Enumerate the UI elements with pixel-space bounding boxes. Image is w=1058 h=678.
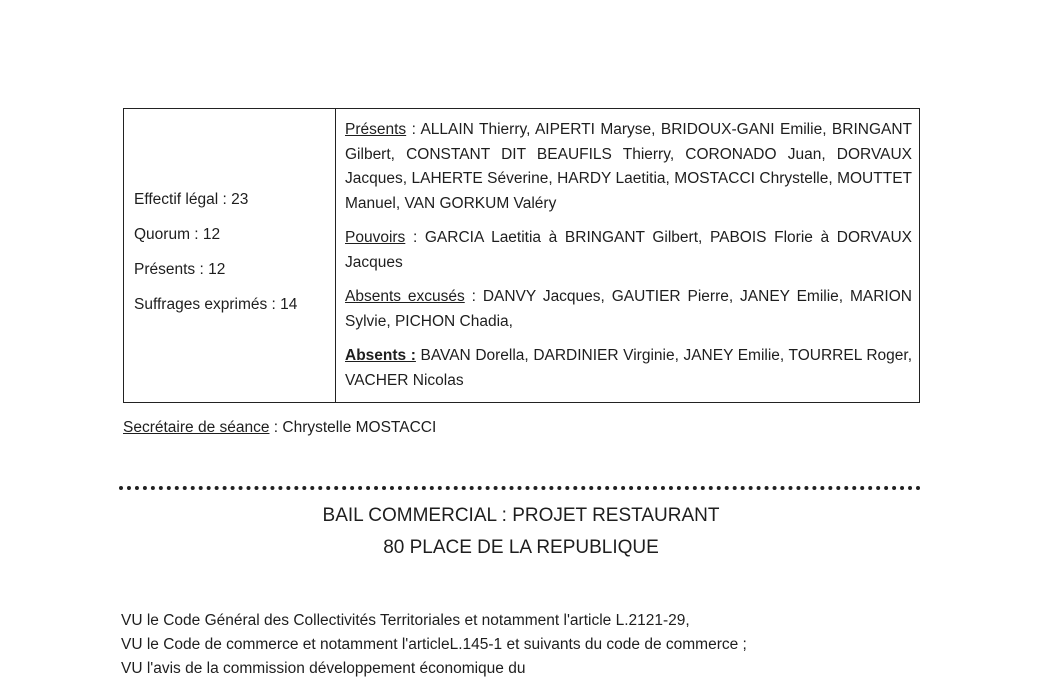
absents-label: Absents : xyxy=(345,347,416,364)
excuses-paragraph xyxy=(345,285,912,334)
section-title-line1: BAIL COMMERCIAL : PROJET RESTAURANT xyxy=(322,505,720,526)
pouvoirs-label: Pouvoirs xyxy=(345,229,406,246)
body-line-3: VU l'avis de la commission développement économique du xyxy=(121,660,526,677)
stat-suffrages: Suffrages exprimés : 14 xyxy=(134,296,298,313)
attendance-column xyxy=(336,109,919,402)
stats-column xyxy=(124,109,336,402)
pouvoirs-paragraph xyxy=(345,226,912,275)
stat-effectif: Effectif légal : 23 xyxy=(134,191,249,208)
secretary-value: : Chrystelle MOSTACCI xyxy=(269,419,437,436)
section-title-line2: 80 PLACE DE LA REPUBLIQUE xyxy=(383,537,659,558)
absents-paragraph xyxy=(345,344,912,393)
body-line-1: VU le Code Général des Collectivités Territoriales et notamment l'article L.2121-29, xyxy=(121,612,690,629)
stat-quorum: Quorum : 12 xyxy=(134,226,221,243)
absents-text: BAVAN Dorella, DARDINIER Virginie, JANEY Emilie, TOURREL Roger, VACHER Nicolas xyxy=(345,347,912,389)
presents-paragraph xyxy=(345,118,912,216)
secretary-line xyxy=(123,419,436,437)
attendance-table xyxy=(123,108,920,403)
excuses-text: : DANVY Jacques, GAUTIER Pierre, JANEY Emilie, MARION Sylvie, PICHON Chadia, xyxy=(345,288,912,330)
dotted-divider xyxy=(119,486,921,490)
secretary-label: Secrétaire de séance xyxy=(123,419,270,436)
excuses-label: Absents excusés xyxy=(345,288,465,305)
pouvoirs-text: : GARCIA Laetitia à BRINGANT Gilbert, PABOIS Florie à DORVAUX Jacques xyxy=(345,229,912,271)
presents-text: : ALLAIN Thierry, AIPERTI Maryse, BRIDOUX-GANI Emilie, BRINGANT Gilbert, CONSTANT DIT BEAUFILS Thierry, CORONADO Juan, DORVAUX Jacques, LAHERTE Séverine, HARDY Laetitia, MOSTACCI Chrystelle, MOUTTET Manuel, VAN GORKUM Valéry xyxy=(345,121,912,212)
stat-presents: Présents : 12 xyxy=(134,261,226,278)
presents-label: Présents xyxy=(345,121,407,138)
body-line-2: VU le Code de commerce et notamment l'articleL.145-1 et suivants du code de commerce ; xyxy=(121,636,747,653)
